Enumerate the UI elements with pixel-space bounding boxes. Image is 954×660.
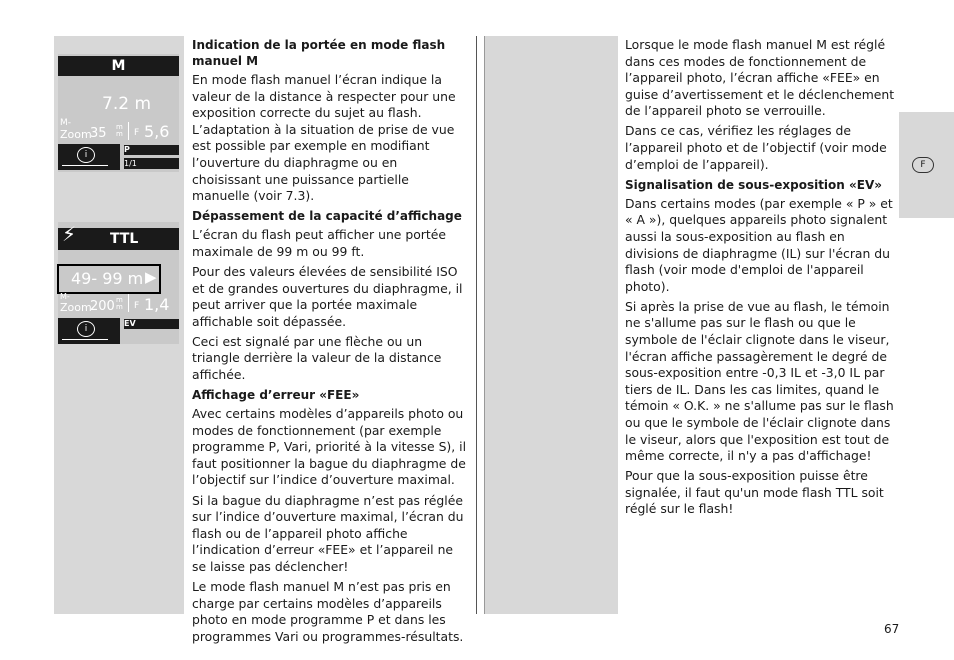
- column-divider: [484, 36, 485, 614]
- ev-label: EV: [124, 319, 179, 329]
- program-label: P: [124, 145, 179, 155]
- language-tab-label: F: [912, 157, 934, 173]
- lcd-divider: [128, 122, 129, 140]
- paragraph: Dans ce cas, vérifiez les réglages de l’appareil photo et de l’objectif (voir mode d’emploi de l’appareil).: [625, 123, 887, 172]
- column-divider: [476, 36, 477, 614]
- page-number: 67: [884, 622, 900, 636]
- display-ttl-mode: [58, 222, 179, 344]
- info-symbol: i: [84, 150, 88, 160]
- right-text-column: [625, 37, 899, 522]
- section-heading: Signalisation de sous-exposition «EV»: [625, 177, 882, 192]
- ttl-header: [58, 222, 179, 250]
- paragraph: Avec certains modèles d’appareils photo ou modes de fonctionnement (par exemple programme P, Vari, priorité à la vitesse S), il faut positionner la bague du diaphragme de l’objectif sur l’indice d’ouverture maximal.: [192, 406, 467, 488]
- paragraph: En mode flash manuel l’écran indique la valeur de la distance à respecter pour une exposition correcte du sujet au flash. L’adaptation à la situation de prise de vue est possible par exemple en modifiant l’ouverture du diaphragme ou en choisissant une puissance partielle manuelle (voir 7.3).: [192, 72, 456, 204]
- paragraph: Ceci est signalé par une flèche ou un triangle derrière la valeur de la distance affichée.: [192, 333, 442, 382]
- ttl-mode-label: TTL: [110, 231, 139, 247]
- flash-bolt-icon: ⚡: [62, 222, 77, 246]
- zoom-value: 35: [90, 126, 107, 141]
- zoom-prefix: M-: [60, 292, 70, 301]
- info-underline: [62, 339, 108, 340]
- zoom-prefix: M-: [60, 118, 72, 128]
- middle-margin-bar: [485, 36, 618, 614]
- display-footer: [58, 318, 179, 344]
- paragraph: Dans certains modes (par exemple « P » et « A »), quelques appareils photo signalent aussi la sous-exposition au flash en divisions de diaphragme (IL) sur l'écran du flash (voir mode d'emploi de l'appareil photo).: [625, 195, 893, 294]
- over-range-arrow-icon: ▶: [145, 268, 157, 286]
- zoom-unit: m m: [116, 296, 123, 311]
- display-manual-mode: [58, 54, 179, 172]
- f-value: 5,6: [144, 122, 170, 141]
- ratio-label: 1/1: [124, 158, 179, 169]
- paragraph: L’écran du flash peut afficher une portée maximale de 99 m ou 99 ft.: [192, 227, 447, 259]
- display-footer: [58, 144, 179, 170]
- paragraph: Si la bague du diaphragme n’est pas réglée sur l’indice d’ouverture maximal, l’écran du flash ou de l’appareil photo affiche l’indication d’erreur «FEE» et l’appareil ne se laisse pas déclencher!: [192, 492, 464, 574]
- info-symbol: i: [84, 324, 88, 334]
- section-heading: Indication de la portée en mode flash manuel M: [192, 38, 446, 68]
- zoom-label: Zoom: [60, 301, 92, 314]
- f-label: F: [134, 128, 140, 138]
- paragraph: Si après la prise de vue au flash, le témoin ne s'allume pas sur le flash ou que le symbole de l'éclair clignote dans le viseur, l'écran affiche passagèrement le degré de sous-exposition entre -0,3 IL et -3,0 IL par tiers de IL. Dans les cas limites, quand le témoin « O.K. » ne s'allume pas sur le flash ou que le symbole de l'éclair clignote dans le viseur, alors que l'exposition est tout de même correcte, il n'y a pas d'affichage!: [625, 298, 894, 464]
- zoom-value: 200: [90, 299, 115, 314]
- zoom-unit: m m: [116, 123, 123, 138]
- paragraph: Pour que la sous-exposition puisse être signalée, il faut qu'un mode flash TTL soit réglé sur le flash!: [625, 468, 884, 517]
- info-icon: [77, 321, 95, 337]
- section-heading: Dépassement de la capacité d’affichage: [192, 209, 462, 224]
- f-value: 1,4: [144, 295, 170, 314]
- paragraph: Le mode flash manuel M n’est pas pris en charge par certains modèles d’appareils photo en mode programme P et dans les programmes Vari ou programmes-résultats.: [192, 579, 464, 644]
- info-icon: [77, 147, 95, 163]
- mode-label: M: [111, 58, 126, 74]
- paragraph: Pour des valeurs élevées de sensibilité ISO et de grandes ouvertures du diaphragme, il peut arriver que la portée maximale affichable soit dépassée.: [192, 263, 463, 329]
- distance-box: [57, 264, 161, 294]
- distance-readout: 7.2 m: [102, 94, 151, 114]
- section-heading: Affichage d’erreur «FEE»: [192, 388, 360, 403]
- paragraph: Lorsque le mode flash manuel M est réglé dans ces modes de fonctionnement de l’appareil photo, l’écran affiche «FEE» en guise d’avertissement et le déclenchement de l’appareil photo se verrouille.: [625, 37, 895, 119]
- zoom-label: Zoom: [60, 128, 92, 141]
- display-mode-header: [58, 56, 179, 76]
- info-underline: [62, 165, 108, 166]
- f-label: F: [134, 301, 140, 311]
- distance-readout: 49- 99 m: [71, 269, 144, 288]
- lcd-divider: [128, 294, 129, 312]
- left-text-column: [192, 37, 467, 649]
